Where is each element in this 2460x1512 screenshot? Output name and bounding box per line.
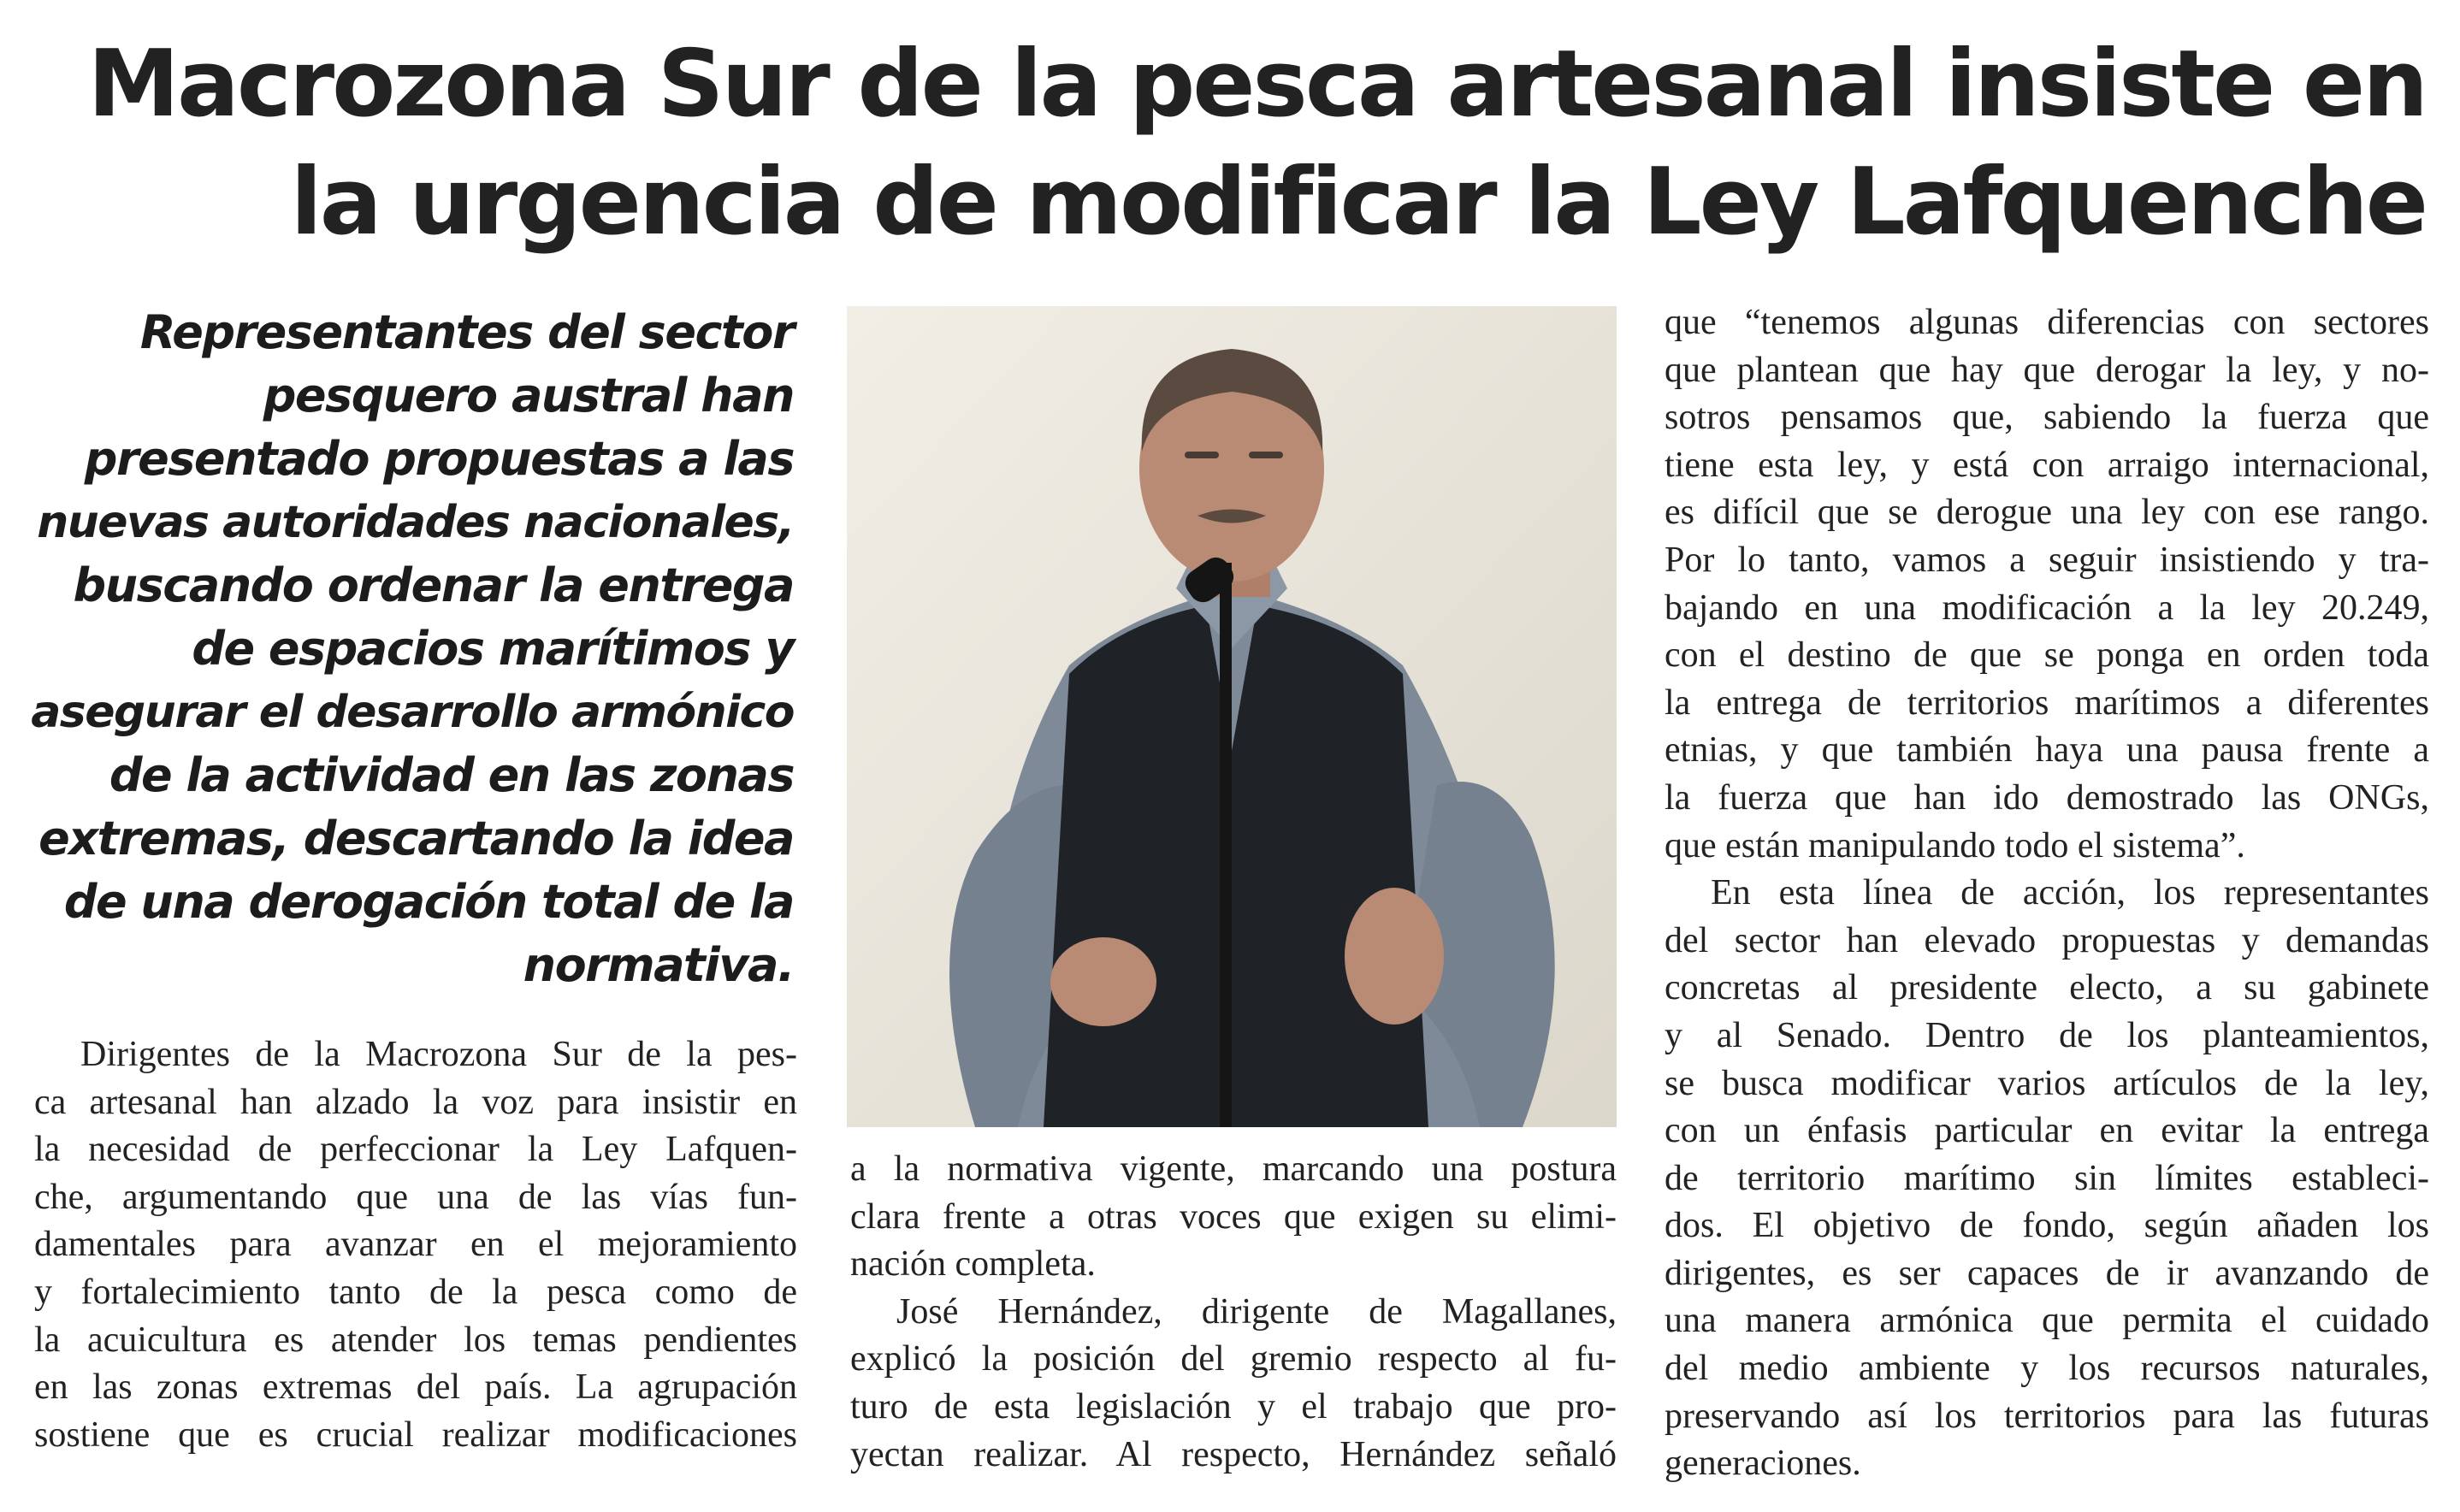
body-line: es difícil que se derogue una ley con ese rango. [1665,493,2429,533]
deck-line: de una derogación total de la [63,875,794,929]
body-line: generaciones. [1665,1444,1861,1484]
body-line: la fuerza que han ido demostrado las ONGs, [1665,777,2429,818]
body-line: yectan realizar. Al respecto, Hernández señaló [850,1434,1617,1474]
speaker-illustration [847,306,1617,1127]
body-line: y fortalecimiento tanto de la pesca como de [34,1272,797,1312]
body-line: concretas al presidente electo, a su gabinete [1665,968,2429,1008]
body-line: que “tenemos algunas diferencias con sectores [1665,303,2429,342]
left-hand-shape [1050,937,1156,1026]
body-line: nación completa. [850,1244,1096,1285]
body-line: la acuicultura es atender los temas pendientes [34,1320,797,1360]
deck-line: buscando ordenar la entrega [73,558,794,612]
headline-line: la urgencia de modificar la Ley Lafquenche [290,149,2426,256]
mic-stand-shape [1220,563,1232,1127]
body-line: sostiene que es crucial realizar modificaciones [34,1415,797,1455]
body-line: etnias, y que también haya una pausa frente a [1665,730,2429,771]
body-line: dos. El objetivo de fondo, según añaden los [1665,1206,2429,1246]
body-line: con un énfasis particular en evitar la entrega [1665,1111,2429,1151]
body-line: En esta línea de acción, los representantes [1711,873,2429,913]
body-line: damentales para avanzar en el mejoramiento [34,1225,797,1265]
body-line: y al Senado. Dentro de los planteamientos, [1665,1015,2429,1055]
right-hand-shape [1345,888,1444,1025]
body-line: la entrega de territorios marítimos a diferentes [1665,682,2429,723]
left-eye-shape [1185,452,1219,458]
deck-line: presentado propuestas a las [84,432,794,486]
body-line: bajando en una modificación a la ley 20.249, [1665,588,2429,628]
body-line: ca artesanal han alzado la voz para insistir en [34,1082,797,1122]
body-line: preservando así los territorios para las futuras [1665,1396,2429,1436]
body-line: con el destino de que se ponga en orden toda [1665,635,2429,676]
body-line: una manera armónica que permita el cuidado [1665,1301,2429,1341]
body-line: explicó la posición del gremio respecto al fu- [850,1339,1617,1379]
right-eye-shape [1249,452,1283,458]
body-line: a la normativa vigente, marcando una postura [850,1149,1617,1189]
body-line: sotros pensamos que, sabiendo la fuerza que [1665,398,2429,438]
body-line: se busca modificar varios artículos de la ley, [1665,1063,2429,1103]
article-column-1 [34,1031,797,1459]
body-line: che, argumentando que una de las vías fun- [34,1177,797,1217]
body-line: del sector han elevado propuestas y demandas [1665,920,2429,960]
body-line: tiene esta ley, y está con arraigo internacional, [1665,445,2429,485]
deck-line: de la actividad en las zonas [109,748,794,802]
article-photo [847,306,1617,1127]
body-line: Por lo tanto, vamos a seguir insistiendo y tra- [1665,540,2429,580]
deck-line: extremas, descartando la idea [38,812,794,865]
deck-subheading [24,301,794,997]
deck-line: de espacios marítimos y [192,622,794,676]
deck-line: pesquero austral han [263,369,794,422]
deck-line: asegurar el desarrollo armónico [31,687,794,738]
body-line: en las zonas extremas del país. La agrupación [34,1367,797,1408]
article-column-2 [850,1146,1617,1479]
body-line: Dirigentes de la Macrozona Sur de la pes- [80,1035,797,1074]
article-column-3 [1665,299,2429,1488]
deck-line: normativa. [523,938,794,992]
body-line: clara frente a otras voces que exigen su elimi- [850,1196,1617,1237]
body-line: que plantean que hay que derogar la ley, y no- [1665,350,2429,390]
body-line: la necesidad de perfeccionar la Ley Lafquen- [34,1130,797,1170]
body-line: dirigentes, es ser capaces de ir avanzando de [1665,1253,2429,1293]
body-line: del medio ambiente y los recursos naturales, [1665,1349,2429,1389]
headline [34,26,2426,262]
deck-line: Representantes del sector [139,305,794,359]
body-line: turo de esta legislación y el trabajo que pro- [850,1386,1617,1426]
headline-line: Macrozona Sur de la pesca artesanal insiste en [87,31,2426,138]
body-line: que están manipulando todo el sistema”. [1665,825,2245,865]
deck-line: nuevas autoridades nacionales, [37,497,794,548]
body-line: José Hernández, dirigente de Magallanes, [896,1291,1617,1332]
body-line: de territorio marítimo sin límites estableci- [1665,1158,2429,1198]
